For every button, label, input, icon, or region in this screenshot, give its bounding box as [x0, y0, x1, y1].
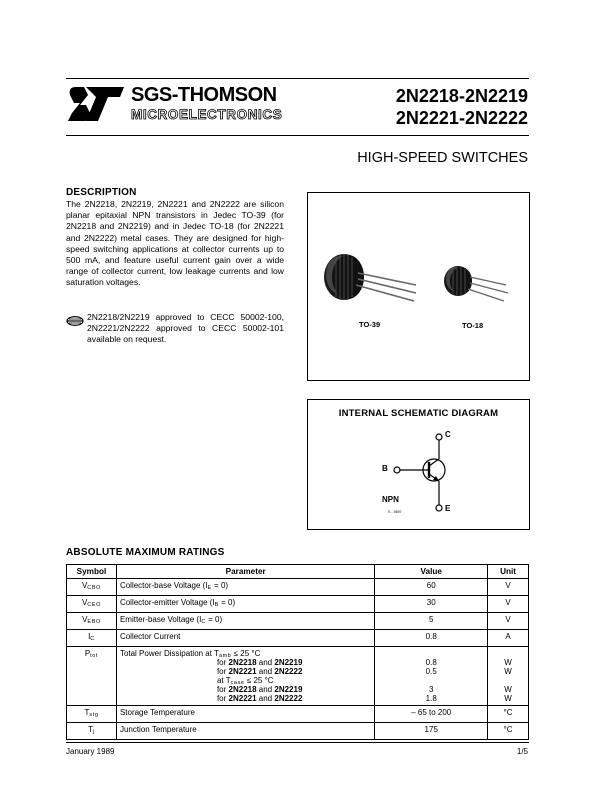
- approval-note: [66, 312, 284, 346]
- value-cell: 5: [375, 613, 488, 630]
- table-row: [67, 596, 529, 613]
- part-number-line-1: 2N2218-2N2219: [395, 86, 528, 106]
- unit-cell: W W W W: [488, 647, 529, 706]
- parameter-cell: Storage Temperature: [116, 706, 374, 723]
- table-row: [67, 613, 529, 630]
- parameter-cell: Collector-emitter Voltage (IB = 0): [116, 596, 374, 613]
- unit-cell: °C: [488, 723, 529, 740]
- approval-text: 2N2218/2N2219 approved to CECC 50002-100, 2N2221/2N2222 approved to CECC 50002-101 available on request.: [87, 312, 284, 345]
- value-cell: 30: [375, 596, 488, 613]
- description-heading: DESCRIPTION: [66, 187, 137, 198]
- brand-subtitle: MICROELECTRONICS: [131, 107, 283, 122]
- unit-cell: A: [488, 630, 529, 647]
- value-cell: 0.8 0.5 3 1.8: [375, 647, 488, 706]
- col-value: Value: [375, 565, 488, 579]
- footer-date: January 1989: [66, 747, 115, 756]
- pin-b-label: B: [382, 464, 388, 473]
- unit-cell: V: [488, 579, 529, 596]
- unit-cell: V: [488, 596, 529, 613]
- header-rule: [66, 135, 529, 136]
- pin-c-label: C: [445, 430, 451, 439]
- value-cell: 175: [375, 723, 488, 740]
- table-row: [67, 723, 529, 740]
- st-logo: [66, 85, 126, 123]
- package-box: [307, 192, 530, 381]
- table-row: [67, 706, 529, 723]
- symbol-cell: VEBO: [67, 613, 117, 630]
- parameter-cell: Collector-base Voltage (IE = 0): [116, 579, 374, 596]
- parameter-cell: Collector Current: [116, 630, 374, 647]
- symbol-cell: Tstg: [67, 706, 117, 723]
- symbol-cell: Tj: [67, 723, 117, 740]
- symbol-cell: IC: [67, 630, 117, 647]
- description-body: The 2N2218, 2N2219, 2N2221 and 2N2222 are silicon planar epitaxial NPN transistors in Jedec TO-39 (for 2N2218 and 2N2219) and in Jedec TO-18 (for 2N2221 and 2N2222) metal cases. They are designed for high-speed switching applications at collector currents up to 500 mA, and feature useful current gain over a wide range of collector current, low leakage currents and low saturation voltages.: [66, 199, 284, 288]
- to39-package-image: [318, 249, 418, 319]
- ratings-heading: ABSOLUTE MAXIMUM RATINGS: [66, 547, 225, 558]
- symbol-cell: VCBO: [67, 579, 117, 596]
- unit-cell: °C: [488, 706, 529, 723]
- col-parameter: Parameter: [116, 565, 374, 579]
- schematic-title: INTERNAL SCHEMATIC DIAGRAM: [338, 408, 499, 419]
- footer-rule: [66, 742, 529, 743]
- npn-label: NPN: [382, 495, 399, 504]
- page-subtitle: HIGH-SPEED SWITCHES: [357, 150, 528, 166]
- ratings-table: [66, 564, 529, 740]
- schematic-box: [307, 399, 530, 530]
- parameter-cell: Total Power Dissipation at Tamb ≤ 25 °C for 2N2218 and 2N2219 for 2N2221 and 2N2222 at Tcase ≤ 25 °C for 2N2218 and 2N2219 for 2N2221 and 2N2222: [116, 647, 374, 706]
- col-unit: Unit: [488, 565, 529, 579]
- ratings-header-row: [67, 565, 529, 579]
- approval-bullet-icon: [66, 313, 84, 331]
- col-symbol: Symbol: [67, 565, 117, 579]
- parameter-cell: Junction Temperature: [116, 723, 374, 740]
- to18-label: TO-18: [462, 321, 484, 330]
- value-cell: – 65 to 200: [375, 706, 488, 723]
- part-number-line-2: 2N2221-2N2222: [395, 108, 528, 128]
- symbol-cell: Ptot: [67, 647, 117, 706]
- schematic-ref-code: S - 5697: [388, 510, 402, 514]
- ptot-row: [67, 647, 529, 706]
- pin-e-label: E: [445, 504, 451, 513]
- to39-label: TO-39: [359, 320, 381, 329]
- footer-page-number: 1/5: [516, 747, 528, 756]
- symbol-cell: VCEO: [67, 596, 117, 613]
- value-cell: 60: [375, 579, 488, 596]
- to18-package-image: [438, 261, 518, 317]
- table-row: [67, 630, 529, 647]
- parameter-cell: Emitter-base Voltage (IC = 0): [116, 613, 374, 630]
- table-row: [67, 579, 529, 596]
- value-cell: 0.8: [375, 630, 488, 647]
- brand-name: SGS-THOMSON: [131, 84, 277, 106]
- unit-cell: V: [488, 613, 529, 630]
- top-rule: [66, 78, 529, 79]
